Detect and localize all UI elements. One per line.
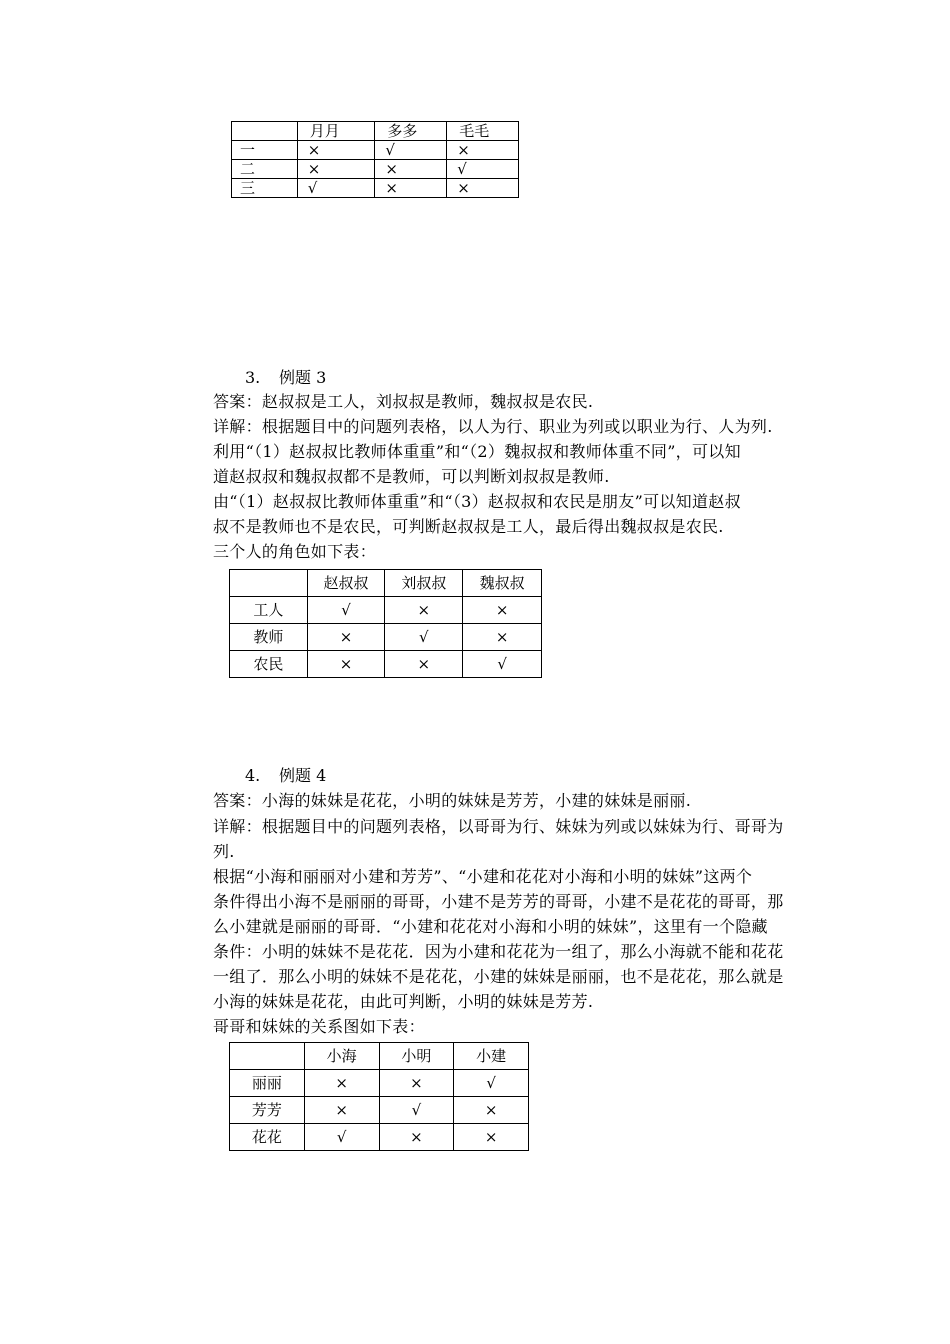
table-cell: × <box>304 1097 379 1124</box>
table-cell: × <box>463 597 542 624</box>
example3-heading <box>245 366 326 390</box>
table-cell: × <box>447 141 519 160</box>
example4-number: 4. <box>245 766 261 785</box>
example3-number: 3. <box>245 368 261 387</box>
table-cell: √ <box>307 597 385 624</box>
header-cell <box>230 1043 305 1070</box>
table-row <box>230 624 542 651</box>
table-cell: × <box>463 624 542 651</box>
table-cell: × <box>454 1097 529 1124</box>
header-cell: 多多 <box>375 122 447 141</box>
example4-detail-line: 一组了．那么小明的妹妹不是花花，小建的妹妹是丽丽，也不是花花，那么就是 <box>213 967 784 986</box>
example4-table-caption: 哥哥和妹妹的关系图如下表： <box>213 1017 425 1036</box>
row-label: 工人 <box>230 597 308 624</box>
table-cell: × <box>304 1070 379 1097</box>
example4-detail-line: 根据“小海和丽丽对小建和芳芳”、“小建和花花对小海和小明的妹妹”这两个 <box>213 867 753 886</box>
example3-detail-line: 叔不是教师也不是农民，可判断赵叔叔是工人，最后得出魏叔叔是农民. <box>213 517 724 536</box>
example4-heading <box>245 764 326 788</box>
table-cell: × <box>375 179 447 198</box>
example3-detail-line: 利用“（1）赵叔叔比教师体重重”和“（2）魏叔叔和教师体重不同”，可以知 <box>213 442 741 461</box>
row-label: 丽丽 <box>230 1070 305 1097</box>
table-row <box>230 1097 529 1124</box>
table-cell: × <box>379 1070 454 1097</box>
row-label: 花花 <box>230 1124 305 1151</box>
header-cell: 赵叔叔 <box>307 570 385 597</box>
header-cell: 月月 <box>297 122 375 141</box>
table-cell: × <box>307 624 385 651</box>
table-row <box>230 651 542 678</box>
table-cell: √ <box>463 651 542 678</box>
table-cell: × <box>307 651 385 678</box>
table-cell: √ <box>385 624 463 651</box>
table-cell: × <box>297 141 375 160</box>
table-header-row <box>232 122 519 141</box>
example4-title: 例题 4 <box>279 766 327 785</box>
table-cell: × <box>297 160 375 179</box>
header-cell: 毛毛 <box>447 122 519 141</box>
example4-detail-line: 小海的妹妹是花花，由此可判断，小明的妹妹是芳芳. <box>213 992 594 1011</box>
header-cell: 刘叔叔 <box>385 570 463 597</box>
table-cell: × <box>385 651 463 678</box>
example4-detail-line: 条件得出小海不是丽丽的哥哥，小建不是芳芳的哥哥，小建不是花花的哥哥，那 <box>213 892 784 911</box>
table-cell: × <box>375 160 447 179</box>
row-label: 教师 <box>230 624 308 651</box>
row-label: 农民 <box>230 651 308 678</box>
example3-table-caption: 三个人的角色如下表： <box>213 542 377 561</box>
table-header-row <box>230 570 542 597</box>
table-siblings <box>229 1042 529 1151</box>
table-row <box>230 597 542 624</box>
table-row <box>232 141 519 160</box>
example3-answer: 答案：赵叔叔是工人，刘叔叔是教师，魏叔叔是农民. <box>213 392 594 411</box>
table-header-row <box>230 1043 529 1070</box>
row-label: 二 <box>232 160 298 179</box>
row-label: 三 <box>232 179 298 198</box>
table-cell: √ <box>297 179 375 198</box>
table-cell: × <box>385 597 463 624</box>
header-cell <box>232 122 298 141</box>
table-cell: √ <box>454 1070 529 1097</box>
example3-title: 例题 3 <box>279 368 327 387</box>
table-cell: × <box>447 179 519 198</box>
header-cell: 魏叔叔 <box>463 570 542 597</box>
example4-detail-line: 么小建就是丽丽的哥哥．“小建和花花对小海和小明的妹妹”，这里有一个隐藏 <box>213 917 768 936</box>
example3-detail-line: 道赵叔叔和魏叔叔都不是教师，可以判断刘叔叔是教师. <box>213 467 610 486</box>
header-cell: 小建 <box>454 1043 529 1070</box>
row-label: 一 <box>232 141 298 160</box>
table-cell: √ <box>447 160 519 179</box>
example3-detail-line: 详解：根据题目中的问题列表格，以人为行、职业为列或以职业为行、人为列. <box>213 417 773 436</box>
table-cell: √ <box>379 1097 454 1124</box>
table-row <box>230 1124 529 1151</box>
header-cell: 小海 <box>304 1043 379 1070</box>
table-cell: × <box>379 1124 454 1151</box>
example4-answer: 答案：小海的妹妹是花花，小明的妹妹是芳芳，小建的妹妹是丽丽. <box>213 791 692 810</box>
table-row <box>232 160 519 179</box>
example3-detail-line: 由“（1）赵叔叔比教师体重重”和“（3）赵叔叔和农民是朋友”可以知道赵叔 <box>213 492 741 511</box>
table-row <box>230 1070 529 1097</box>
table-cell: × <box>454 1124 529 1151</box>
example4-detail-line: 详解：根据题目中的问题列表格，以哥哥为行、妹妹为列或以妹妹为行、哥哥为 <box>213 817 784 836</box>
table-row <box>232 179 519 198</box>
table-cell: √ <box>304 1124 379 1151</box>
table-cell: √ <box>375 141 447 160</box>
example4-detail-line: 条件：小明的妹妹不是花花．因为小建和花花为一组了，那么小海就不能和花花 <box>213 942 784 961</box>
row-label: 芳芳 <box>230 1097 305 1124</box>
table-month-duo-mao <box>231 121 519 198</box>
header-cell: 小明 <box>379 1043 454 1070</box>
table-roles <box>229 569 542 678</box>
header-cell <box>230 570 308 597</box>
example4-detail-line: 列. <box>213 842 235 861</box>
